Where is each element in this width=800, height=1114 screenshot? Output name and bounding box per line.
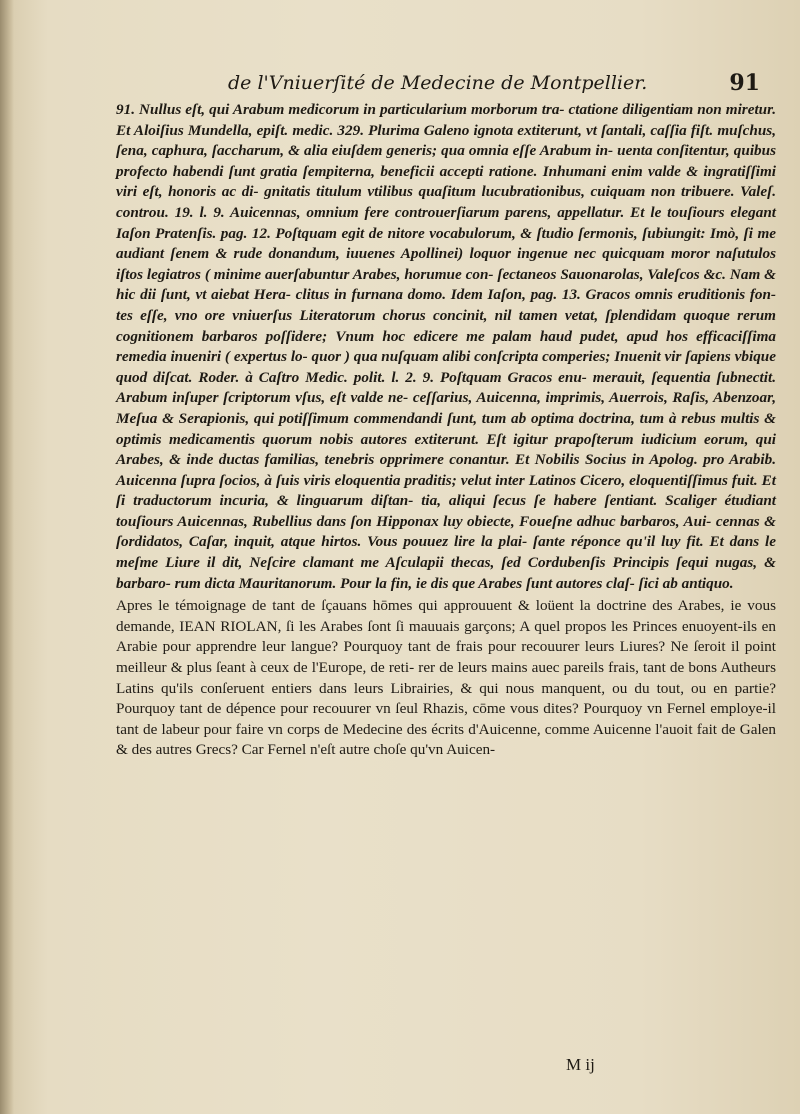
paragraph-latin-citations: 91. Nullus eſt, qui Arabum medicorum in particularium morborum tra- ctatione diligentiam non miretur. Et Aloiſius Mundella, epiſt. medic. 329. Plurima Galeno ignota extiterunt, vt ſantali, caſſia fiſt. muſchus, ſena, caphura, ſaccharum, & alia eiuſdem generis; qua omnia eſſe Arabum in- uenta conſitentur, quibus profecto habendi ſunt gratia ſempiterna, beneficii accepti ratione. Inhumani enim valde & ingratiſſimi viri eſt, honoris ac di- gnitatis titulum vtilibus quaſitum lucubrationibus, cuiquam non tribuere. Valeſ. controu. 19. l. 9. Auicennas, omnium fere controuerſiarum parens, appellatur. Et le touſiours elegant Iaſon Pratenſis. pag. 12. Poſtquam egit de nitore vocabulorum, & ſtudio ſermonis, ſubiungit: Imò, ſi me audiant ſenem & rude donandum, iuuenes Apollinei) loquor ingenue nec quicquam moror naſutulos iſtos legiatros ( minime auerſabuntur Arabes, horumue con- ſectaneos Sauonarolas, Valeſcos &c. Nam & hic dii ſunt, vt aiebat Hera- clitus in furnana domo. Idem Iaſon, pag. 13. Gracos omnis eruditionis fon- tes eſſe, vno ore vniuerſus Literatorum chorus concinit, nil tamen vetat, ſplendidam quoque rerum cognitionem barbaros poſſidere; Vnum hoc edicere me palam haud pudet, apud hos efficaciſſima remedia inueniri ( expertus lo- quor ) qua nuſquam alibi conſcripta comperies; Inuenit vir ſapiens vbique quod diſcat. Roder. à Caſtro Medic. polit. l. 2. 9. Poſtquam Gracos enu- merauit, ſequentia ſubnectit. Arabum inſuper ſcriptorum vſus, eſt valde ne- ceſſarius, Auicenna, imprimis, Auerrois, Raſis, Abenzoar, Meſua & Serapionis, qui potiſſimum commendandi ſunt, tum ab optima doctrina, tum à rebus multis & optimis medicamentis quorum nobis autores extiterunt. Eſt igitur prapoſterum iudicium eorum, qui Arabes, & inde ductas familias, tenebris opprimere conantur. Et Nobilis Socius in Apolog. pro Arabib. Auicenna ſupra ſocios, à ſuis viris eloquentia praditis; velut inter Latinos Cicero, eloquentiſſimus fuit. Et ſi traductorum incuria, & linguarum diſtan- tia, aliqui ſecus ſe habere ſentiant. Scaliger étudiant touſiours Auicennas, Rubellius dans ſon Hipponax luy obiecte, Foueſne adhuc barbaros, Aui- cennas & ſordidatos, Caſar, inquit, atque hirtos. Vous pouuez lire la plai- ſante réponce qu'il luy fit. Et dans le meſme Liure il dit, Neſcire clamant me Aſculapii thecas, ſed Cordubenſis Principis ſequi nugas, & barbaro- rum dicta Mauritanorum. Pour la fin, ie dis que Arabes ſunt autores claſ- ſici ab antiquo. — [116, 101, 776, 592]
binding-gutter — [0, 0, 14, 1114]
page-header — [60, 72, 760, 98]
page-number: 91 — [729, 70, 760, 96]
body-text — [116, 100, 776, 761]
running-title: de l'Vniuerſité de Medecine de Montpellier. — [228, 72, 648, 94]
signature-mark: M ij — [566, 1055, 595, 1074]
paragraph-questions-to-riolan: Apres le témoignage de tant de ſçauans hōmes qui approuuent & loüent la doctrine des Arabes, ie vous demande, IEAN RIOLAN, ſi les Arabes ſont ſi mauuais garçons; A quel propos les Princes enuoyent-ils en Arabie pour apprendre leur langue? Pourquoy tant de frais pour recouurer leurs Liures? Ne ſeroit il point meilleur & plus ſeant à ceux de l'Europe, de reti- rer de leurs mains auec pareils frais, tant de bons Autheurs Latins qu'ils conſeruent entiers dans leurs Librairies, & qui nous manquent, ou du tout, ou en partie? Pourquoy tant de dépence pour recouurer vn ſeul Rhazis, cōme vous dites? Pourquoy vn Fernel employe-il tant de labeur pour faire vn corps de Medecine des écrits d'Auicenne, comme Auicenne l'auoit fait de Galen & des autres Grecs? Car Fernel n'eſt autre choſe qu'vn Auicen- — [116, 597, 776, 759]
